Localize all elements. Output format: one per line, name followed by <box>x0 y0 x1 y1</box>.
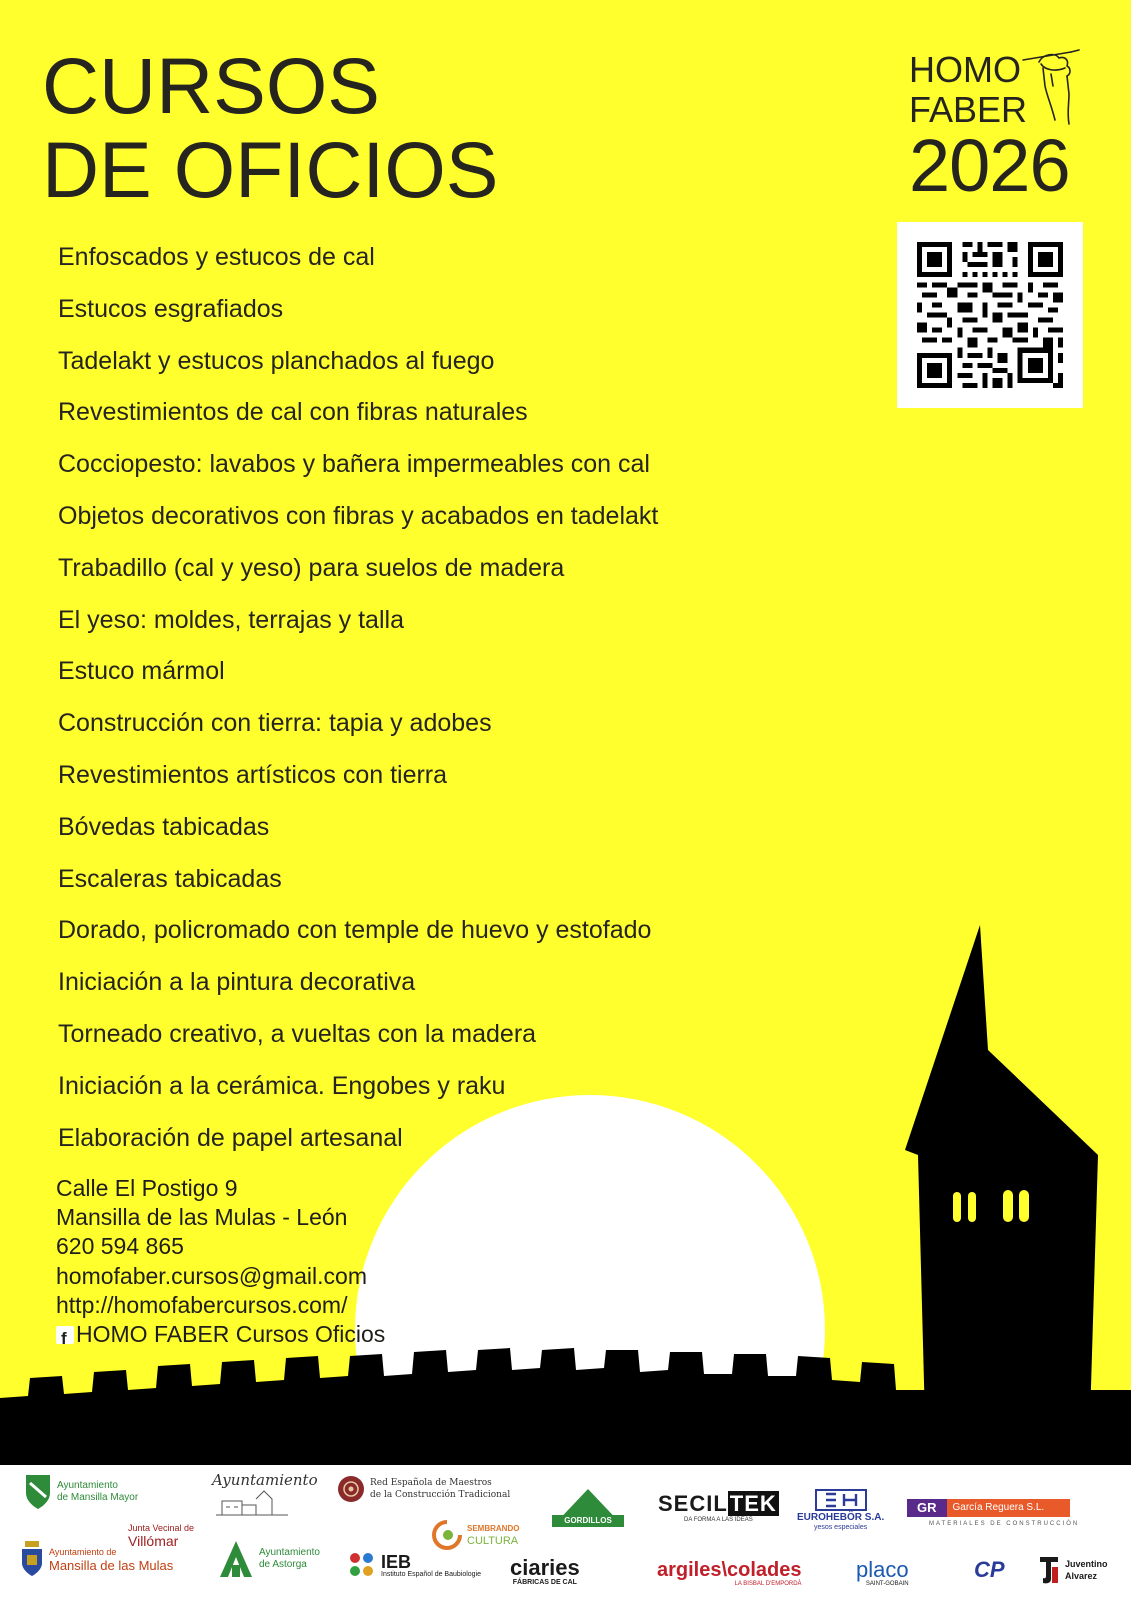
contact-block <box>56 1174 385 1349</box>
logo-text: Ayuntamiento <box>57 1480 118 1491</box>
logo-text: ciaries <box>510 1555 580 1580</box>
ja-monogram-icon <box>1038 1555 1060 1585</box>
logo-text: DA FORMA A LAS IDEAS <box>684 1517 753 1523</box>
course-item: Construcción con tierra: tapia y adobes <box>58 709 492 738</box>
address-street: Calle El Postigo 9 <box>56 1175 238 1201</box>
logo-ieb <box>348 1551 481 1579</box>
logo-text: Junta Vecinal de <box>128 1523 195 1533</box>
poster-title <box>42 41 499 214</box>
course-item: Estuco mármol <box>58 657 225 686</box>
coat-of-arms-icon <box>20 1541 44 1577</box>
logo-text: Ayuntamiento <box>259 1547 320 1558</box>
logo-argiles-colades <box>657 1559 802 1587</box>
mountain-icon <box>550 1487 626 1529</box>
eurohebor-mark-icon <box>812 1489 870 1511</box>
course-item: Enfoscados y estucos de cal <box>58 243 375 271</box>
logo-ayuntamiento-script <box>212 1471 318 1517</box>
sembrando-swirl-icon <box>432 1519 462 1551</box>
course-item: El yeso: moldes, terrajas y talla <box>58 605 404 634</box>
address-town: Mansilla de las Mulas - León <box>56 1204 348 1231</box>
tower <box>905 925 1098 1420</box>
shield-icon <box>24 1473 52 1511</box>
logo-red-maestros <box>337 1475 510 1503</box>
logo-text: EUROHEBÖR S.A. <box>797 1512 885 1523</box>
logo-text: de Mansilla Mayor <box>57 1492 139 1503</box>
course-item: Iniciación a la pintura decorativa <box>58 968 416 997</box>
logo-text: MATERIALES DE CONSTRUCCIÓN <box>929 1521 1080 1527</box>
logo-text: CP <box>974 1557 1005 1582</box>
logo-eurohebor <box>797 1489 884 1531</box>
course-item: Trabadillo (cal y yeso) para suelos de madera <box>58 553 565 582</box>
logo-text: placo <box>856 1557 909 1582</box>
logo-text: Red Española de Maestros <box>370 1478 492 1488</box>
title-line-2: DE OFICIOS <box>42 125 499 214</box>
logo-text: Juventino <box>1065 1559 1108 1569</box>
logo-ayuntamiento-astorga <box>218 1539 320 1579</box>
course-item: Objetos decorativos con fibras y acabados en tadelakt <box>58 501 659 530</box>
course-item: Elaboración de papel artesanal <box>58 1123 403 1152</box>
course-item: Revestimientos de cal con fibras naturales <box>58 398 528 427</box>
course-item: Torneado creativo, a vueltas con la madera <box>58 1019 537 1048</box>
logo-text: SAINT-GOBAIN <box>865 1581 909 1587</box>
logo-text: Ayuntamiento <box>212 1471 318 1489</box>
logo-juventino-alvarez <box>1038 1555 1108 1585</box>
course-item: Tadelakt y estucos planchados al fuego <box>58 346 495 375</box>
website-link[interactable]: http://homofabercursos.com/ <box>56 1291 348 1318</box>
rosette-icon <box>337 1475 365 1503</box>
logo-ayuntamiento-mansilla-mayor <box>24 1473 138 1511</box>
course-item: Iniciación a la cerámica. Engobes y raku <box>58 1071 506 1100</box>
facebook-icon <box>56 1326 74 1344</box>
hand-with-tool-icon <box>1021 46 1083 126</box>
logo-cp <box>974 1557 1005 1583</box>
logo-text: GR <box>907 1499 947 1517</box>
brand-year: 2026 <box>909 124 1070 207</box>
brand-line-1: HOMO <box>909 49 1021 90</box>
brand-line-2: FABER <box>909 89 1028 130</box>
logo-text: yesos especiales <box>813 1524 868 1531</box>
title-line-1: CURSOS <box>42 41 380 130</box>
qr-code-icon <box>917 242 1063 388</box>
logo-text: IEB <box>381 1551 412 1572</box>
course-item: Dorado, policromado con temple de huevo y estofado <box>58 916 652 945</box>
course-list <box>58 232 658 1164</box>
logo-text: Ayuntamiento de <box>49 1546 117 1557</box>
logo-text: SECIL <box>658 1491 728 1516</box>
logo-text: Instituto Español de Baubiologie <box>381 1570 482 1578</box>
logo-text: argiles\colades <box>657 1559 802 1581</box>
astorga-mark-icon <box>218 1539 254 1579</box>
email-link[interactable]: homofaber.cursos@gmail.com <box>56 1262 367 1289</box>
logo-text: García Reguera S.L. <box>947 1499 1071 1517</box>
facebook-link[interactable] <box>56 1320 385 1349</box>
logo-text: de Astorga <box>259 1559 307 1570</box>
logo-sembrando-cultura <box>432 1519 519 1551</box>
logo-text: SEMBRANDO <box>467 1524 520 1533</box>
sponsor-logos <box>0 1465 1131 1600</box>
logo-text: FÁBRICAS DE CAL <box>512 1579 577 1586</box>
logo-placo <box>856 1559 909 1587</box>
phone-number[interactable]: 620 594 865 <box>56 1233 184 1260</box>
logo-text: de la Construcción Tradicional <box>370 1490 511 1500</box>
logo-text: LA BISBAL D'EMPORDÀ <box>734 1581 802 1587</box>
logo-text: Villómar <box>128 1533 179 1549</box>
logo-text: CULTURA <box>467 1535 519 1547</box>
course-item: Estucos esgrafiados <box>58 294 284 323</box>
logo-ayuntamiento-mansilla-mulas <box>20 1541 173 1577</box>
logo-text: GORDILLOS <box>564 1516 612 1525</box>
logo-text: Mansilla de las Mulas <box>49 1557 174 1573</box>
logo-seciltek <box>658 1493 779 1523</box>
church-sketch-icon <box>212 1489 292 1517</box>
logo-text: TEK <box>729 1491 777 1516</box>
logo-text: Alvarez <box>1065 1571 1098 1581</box>
qr-code[interactable] <box>897 222 1083 408</box>
course-item: Revestimientos artísticos con tierra <box>58 760 448 789</box>
course-item: Escaleras tabicadas <box>58 864 282 893</box>
homo-faber-brand <box>909 50 1089 206</box>
logo-gordillos <box>550 1487 626 1529</box>
facebook-label: HOMO FABER Cursos Oficios <box>76 1321 386 1348</box>
logo-garcia-reguera <box>907 1499 1079 1527</box>
course-item: Cocciopesto: lavabos y bañera impermeables con cal <box>58 450 650 479</box>
logo-ciaries <box>510 1557 580 1586</box>
course-item: Bóvedas tabicadas <box>58 812 270 841</box>
ieb-dots-icon <box>348 1551 376 1579</box>
